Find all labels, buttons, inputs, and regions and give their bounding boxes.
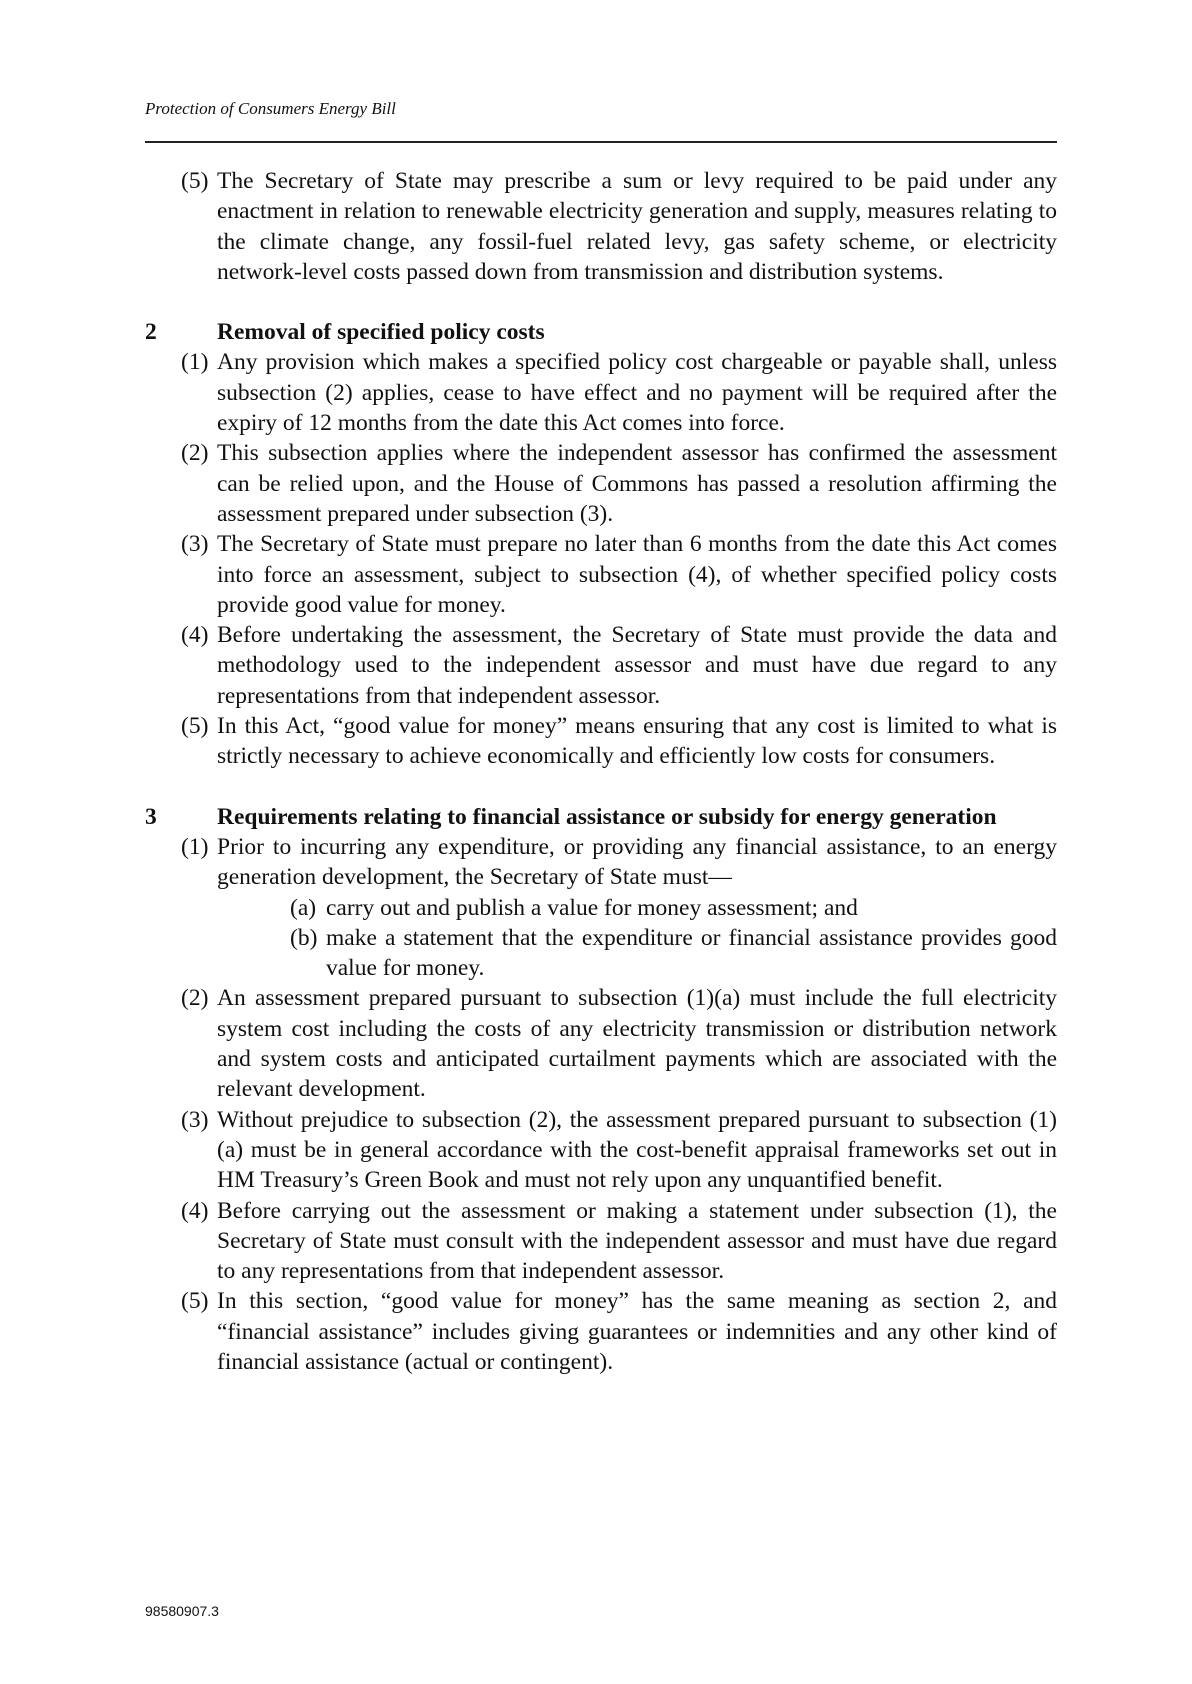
section-3-subsection-1 xyxy=(145,832,1057,893)
paragraph-letter: (b) xyxy=(290,924,318,951)
section-3-subsection-4 xyxy=(145,1196,1057,1287)
subsection-text: Before undertaking the assessment, the Secretary of State must provide the data and methodology used to the independent assessor and must have due regard to any representations from that independent assessor. xyxy=(217,622,1057,709)
subsection-number: (5) xyxy=(181,168,209,194)
subsection-text: In this section, “good value for money” has the same meaning as section 2, and “financial assistance” includes giving guarantees or indemnities and any other kind of financial assistance (actual or contingent). xyxy=(217,1288,1057,1375)
subsection-text: Any provision which makes a specified policy cost chargeable or payable shall, unless subsection (2) applies, cease to have effect and no payment will be required after the expiry of 12 months from the date this Act comes into force. xyxy=(217,349,1057,437)
subsection-number: (2) xyxy=(181,985,209,1012)
subsection-text: Before carrying out the assessment or making a statement under subsection (1), the Secretary of State must consult with the independent assessor and must have due regard to any representations from that independent assessor. xyxy=(217,1197,1057,1285)
subsection-text: Prior to incurring any expenditure, or providing any financial assistance, to an energy generation development, the Secretary of State must— xyxy=(217,833,1057,891)
section-3-paragraph-a xyxy=(145,893,1057,923)
section-2-heading xyxy=(145,317,1057,347)
paragraph-text: carry out and publish a value for money assessment; and xyxy=(326,894,858,921)
document-body xyxy=(145,166,1057,1377)
section-2-subsection-2 xyxy=(145,438,1057,529)
subsection-number: (1) xyxy=(181,833,209,860)
running-head: Protection of Consumers Energy Bill xyxy=(145,99,396,118)
subsection-number: (4) xyxy=(181,1197,209,1224)
document-reference: 98580907.3 xyxy=(145,1603,219,1619)
section-number: 3 xyxy=(145,803,157,830)
subsection-text: Without prejudice to subsection (2), the assessment prepared pursuant to subsection (1)(a) must be in general accordance with the cost-benefit appraisal frameworks set out in HM Treasury’s Green Book and must not rely upon any unquantified benefit. xyxy=(217,1106,1057,1194)
subsection-number: (1) xyxy=(181,349,209,376)
section-3-subsection-2 xyxy=(145,983,1057,1104)
header-rule xyxy=(145,141,1057,143)
section-number: 2 xyxy=(145,319,157,346)
subsection-number: (3) xyxy=(181,1106,209,1133)
subsection-text: The Secretary of State must prepare no later than 6 months from the date this Act comes into force an assessment, subject to subsection (4), of whether specified policy costs provide good value for money. xyxy=(217,531,1057,618)
section-2-subsection-3 xyxy=(145,529,1057,620)
section-title: Requirements relating to financial assistance or subsidy for energy generation xyxy=(217,803,997,830)
opening-subsection xyxy=(145,166,1057,287)
subsection-number: (5) xyxy=(181,1288,209,1315)
subsection-number: (2) xyxy=(181,440,209,467)
section-3-paragraph-b xyxy=(145,923,1057,984)
section-3-subsection-5 xyxy=(145,1286,1057,1377)
subsection-text: The Secretary of State may prescribe a sum or levy required to be paid under any enactment in relation to renewable electricity generation and supply, measures relating to the climate change, any fossil-fuel related levy, gas safety scheme, or electricity network-level costs passed down from transmission and distribution systems. xyxy=(217,168,1057,285)
section-2-subsection-5 xyxy=(145,711,1057,772)
section-2-subsection-1 xyxy=(145,347,1057,438)
section-3-heading xyxy=(145,802,1057,832)
paragraph-letter: (a) xyxy=(290,894,317,921)
subsection-number: (5) xyxy=(181,713,209,740)
section-2-subsection-4 xyxy=(145,620,1057,711)
section-title: Removal of specified policy costs xyxy=(217,319,545,346)
subsection-number: (3) xyxy=(181,531,209,558)
subsection-text: This subsection applies where the independent assessor has confirmed the assessment can be relied upon, and the House of Commons has passed a resolution affirming the assessment prepared under subsection (3). xyxy=(217,440,1057,527)
subsection-text: An assessment prepared pursuant to subsection (1)(a) must include the full electricity system cost including the costs of any electricity transmission or distribution network and system costs and anticipated curtailment payments which are associated with the relevant development. xyxy=(217,985,1057,1103)
section-3-subsection-3 xyxy=(145,1105,1057,1196)
paragraph-text: make a statement that the expenditure or financial assistance provides good value for money. xyxy=(326,924,1057,982)
subsection-text: In this Act, “good value for money” means ensuring that any cost is limited to what is strictly necessary to achieve economically and efficiently low costs for consumers. xyxy=(217,713,1057,770)
subsection-number: (4) xyxy=(181,622,209,649)
